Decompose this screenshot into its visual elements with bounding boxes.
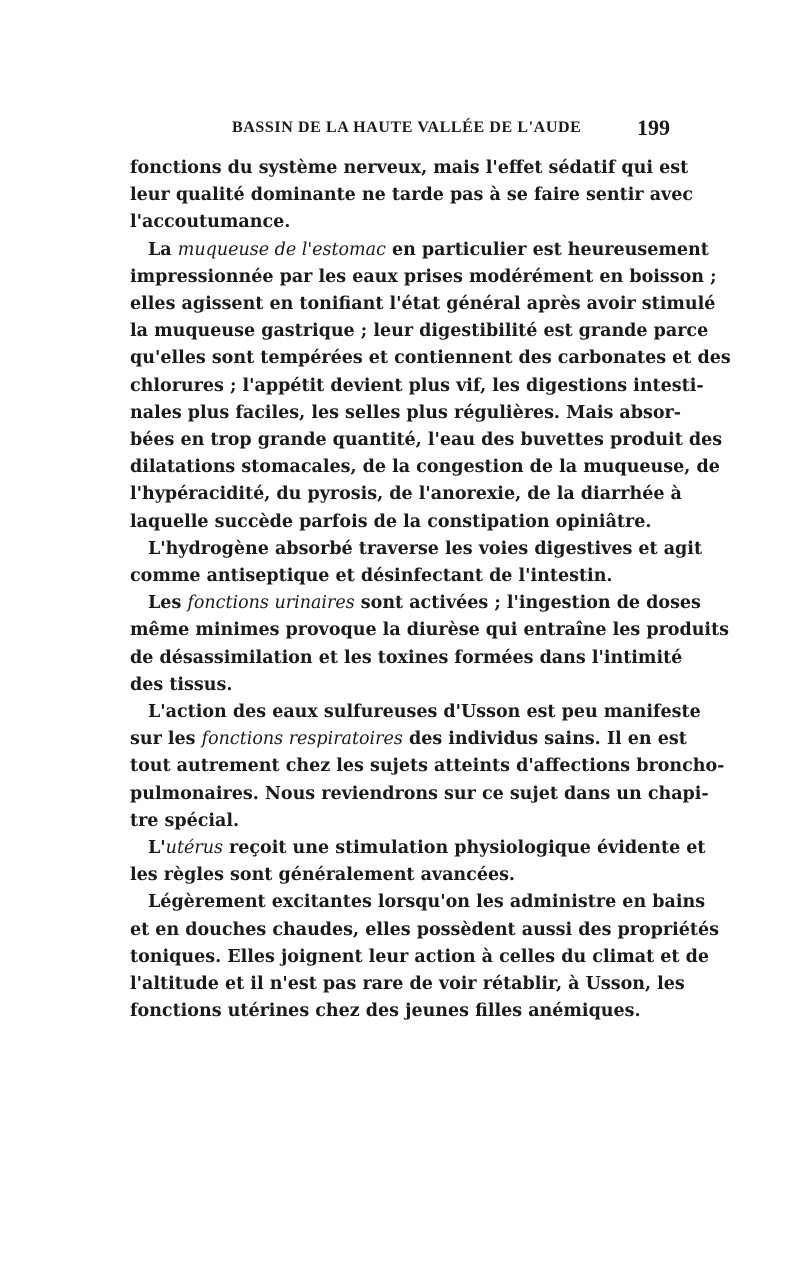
paragraph [130,237,731,536]
line-text: La [148,239,178,260]
line-text: en particulier est heureusement [385,239,709,260]
text-line: chlorures ; l'appétit devient plus vif, les digestions intesti- [130,375,704,396]
text-line: de désassimilation et les toxines formées dans l'intimité [130,647,683,668]
text-line: fonctions utérines chez des jeunes filles anémiques. [130,1001,641,1022]
text-line: l'altitude et il n'est pas rare de voir rétablir, à Usson, les [130,974,685,995]
text-line: l'accoutumance. [130,212,291,233]
text-line [130,590,701,617]
text-line: elles agissent en tonifiant l'état général après avoir stimulé [130,294,716,315]
text-line: Légèrement excitantes lorsqu'on les administre en bains [148,892,706,913]
text-line: leur qualité dominante ne tarde pas à se faire sentir avec [130,185,693,206]
text-line: tre spécial. [130,810,240,831]
italic-term: muqueuse de l'estomac [177,239,386,260]
line-text: des individus sains. Il en est [402,729,687,750]
line-text: Les [148,593,188,614]
text-line: bées en trop grande quantité, l'eau des buvettes produit des [130,430,723,451]
text-line: laquelle succède parfois de la constipation opiniâtre. [130,511,652,532]
running-title: BASSIN DE LA HAUTE VALLÉE DE L'AUDE [232,119,582,136]
text-line: dilatations stomacales, de la congestion de la muqueuse, de [130,457,720,478]
text-line: L'action des eaux sulfureuses d'Usson est peu manifeste [148,702,701,723]
italic-term: fonctions respiratoires [201,729,403,750]
text-line: pulmonaires. Nous reviendrons sur ce sujet dans un chapi- [130,783,709,804]
text-line: impressionnée par les eaux prises modérément en boisson ; [130,266,717,287]
text-line: les règles sont généralement avancées. [130,865,516,886]
paragraph [130,835,706,889]
line-text: sont activées ; l'ingestion de doses [354,593,701,614]
body-text [130,155,731,1026]
text-line: même minimes provoque la diurèse qui entraîne les produits [130,620,729,641]
text-line: fonctions du système nerveux, mais l'effet sédatif qui est [130,158,689,178]
text-line: et en douches chaudes, elles possèdent aussi des propriétés [130,919,719,940]
text-line: qu'elles sont tempérées et contiennent des carbonates et des [130,348,731,369]
text-line: la muqueuse gastrique ; leur digestibilité est grande parce [130,321,709,342]
text-line [130,835,706,862]
paragraph [130,889,719,1025]
paragraph [130,155,693,237]
italic-term: fonctions urinaires [187,593,355,614]
page-number: 199 [637,115,670,140]
paragraph [130,699,725,835]
text-line: l'hypéracidité, du pyrosis, de l'anorexie, de la diarrhée à [130,484,682,505]
text-line: des tissus. [130,674,233,695]
text-line: nales plus faciles, les selles plus régulières. Mais absor- [130,402,681,423]
text-line: tout autrement chez les sujets atteints d'affections broncho- [130,756,725,777]
text-line: toniques. Elles joignent leur action à celles du climat et de [130,946,709,967]
paragraph [130,536,703,590]
running-head [130,117,670,141]
paragraph [130,590,729,699]
text-line [130,726,687,753]
text-line: L'hydrogène absorbé traverse les voies digestives et agit [148,538,703,559]
italic-term: utérus [165,838,223,859]
line-text: sur les [130,729,202,750]
line-text: reçoit une stimulation physiologique évidente et [222,838,706,859]
line-text: L' [148,838,166,859]
text-line: comme antiseptique et désinfectant de l'intestin. [130,566,613,587]
text-line [130,237,709,264]
